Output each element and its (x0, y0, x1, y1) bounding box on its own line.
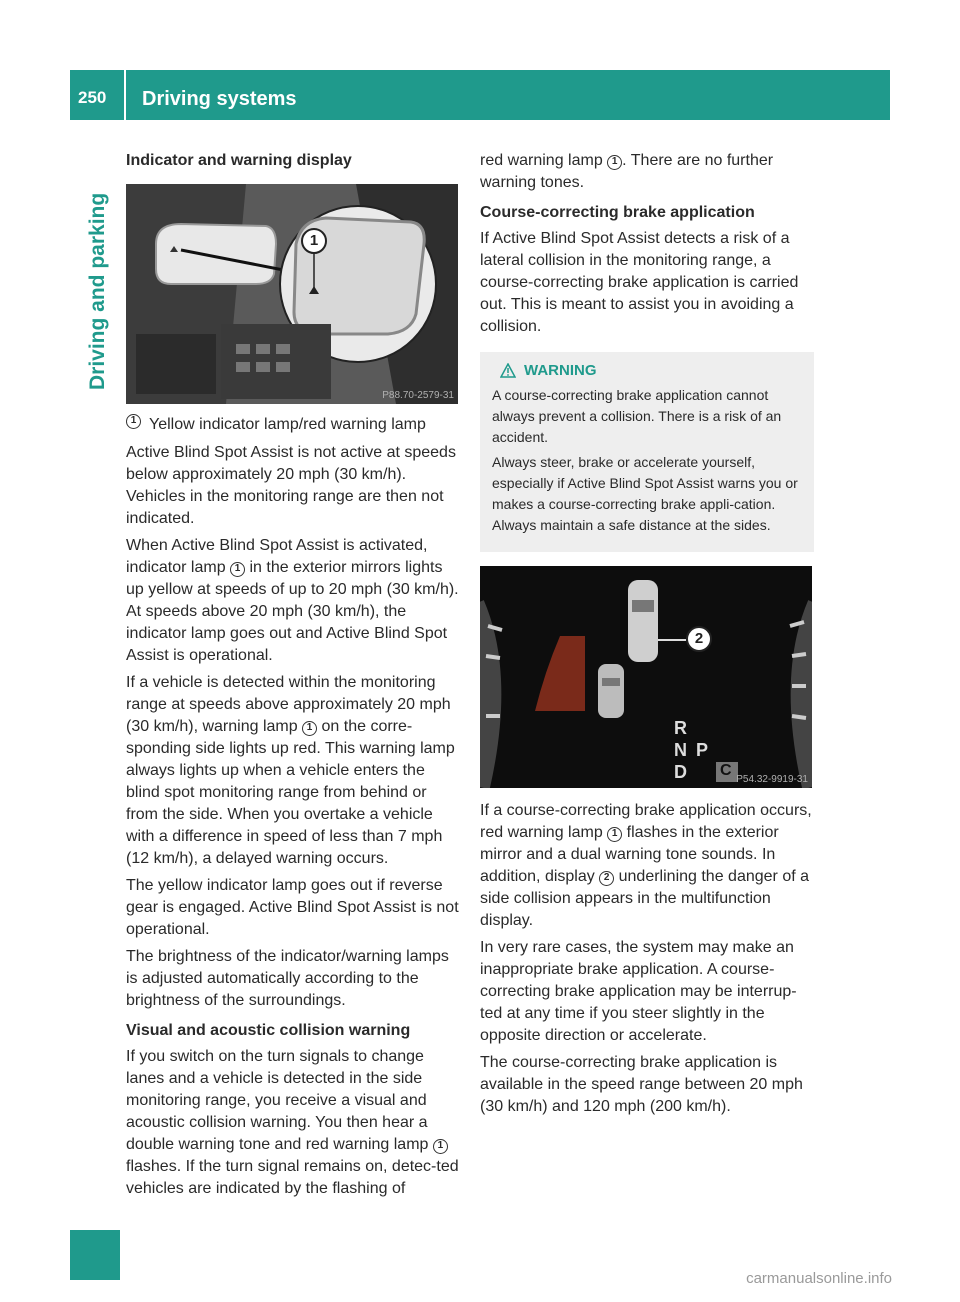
header-divider (124, 70, 126, 120)
paragraph: If Active Blind Spot Assist detects a risk of a lateral collision in the monitoring range, a course-correcting brake application is carried out. This is meant to assist you in avoiding a collision. (480, 230, 799, 335)
mirror-figure (126, 184, 458, 404)
callout-1-icon: 1 (302, 721, 317, 736)
paragraph: If a vehicle is detected within the monitoring range at speeds above approximately 20 mph (30 km/h), warning lamp 1 on the corre-sponding side lights up red. This warning lamp always lights up when a vehicle enters the blind spot monitoring range from behind or from the side. When you overtake a vehicle with a difference in speed of less than 7 mph (12 km/h), a delayed warning occurs. (126, 674, 455, 867)
warning-text: A course-correcting brake application cannot always prevent a collision. There is a risk of an accident. (492, 387, 782, 445)
paragraph: In very rare cases, the system may make an inappropriate brake application. A course-correcting brake application may be interrup-ted at any time if you steer slightly in the opposite direction or accelerate. (480, 939, 797, 1044)
gear-d: D (674, 762, 687, 782)
warning-box (480, 352, 814, 552)
brake-application-heading: Course-correcting brake application (480, 204, 755, 221)
callout-2-marker: 2 (686, 626, 712, 652)
cluster-illustration (480, 566, 812, 788)
indicator-heading: Indicator and warning display (126, 152, 352, 169)
mirror-illustration (126, 184, 458, 404)
callout-1-icon: 1 (607, 827, 622, 842)
legend-item (126, 414, 460, 436)
warning-header (500, 362, 802, 379)
side-tab-label: Driving and parking (86, 192, 109, 390)
callout-1-icon: 1 (230, 562, 245, 577)
side-thumb-tab (70, 1230, 120, 1280)
legend-text: Yellow indicator lamp/red warning lamp (149, 416, 426, 433)
gear-r: R (674, 718, 687, 738)
gear-c: C (720, 762, 732, 779)
callout-1-marker: 1 (301, 228, 327, 254)
callout-1-icon: 1 (607, 155, 622, 170)
figure-code: P54.32-9919-31 (736, 774, 808, 785)
callout-1-icon: 1 (433, 1139, 448, 1154)
cluster-figure (480, 566, 812, 788)
warning-title: WARNING (524, 362, 597, 379)
paragraph: The course-correcting brake application is available in the speed range between 20 mph (30 km/h) and 120 mph (200 km/h). (480, 1054, 803, 1115)
collision-warning-heading: Visual and acoustic collision warning (126, 1022, 411, 1039)
warning-text: Always steer, brake or accelerate yourself, especially if Active Blind Spot Assist warns you or makes a course-correcting brake appli-cation. Always maintain a safe distance at the sides. (492, 454, 798, 533)
figure-code: P88.70-2579-31 (382, 390, 454, 401)
paragraph: The brightness of the indicator/warning lamps is adjusted automatically according to the brightness of the surroundings. (126, 948, 449, 1009)
paragraph: The yellow indicator lamp goes out if reverse gear is engaged. Active Blind Spot Assist is not operational. (126, 877, 459, 938)
page-number: 250 (78, 88, 107, 107)
gear-n: N (674, 740, 687, 760)
callout-2-icon: 2 (599, 871, 614, 886)
section-title: Driving systems (142, 88, 297, 110)
watermark: carmanualsonline.info (746, 1270, 892, 1287)
paragraph: Active Blind Spot Assist is not active at speeds below approximately 20 mph (30 km/h). Vehicles in the monitoring range are then not indicated. (126, 444, 456, 527)
paragraph: If a course-correcting brake application occurs, red warning lamp 1 flashes in the exterior mirror and a dual warning tone sounds. In addition, display 2 underlining the danger of a side collision appears in the multifunction display. (480, 802, 812, 929)
paragraph: If you switch on the turn signals to change lanes and a vehicle is detected in the side monitoring range, you receive a visual and acoustic collision warning. You then hear a double warning tone and red warning lamp 1 flashes. If the turn signal remains on, detec-ted vehicles are indicated by the flashing of (126, 1048, 459, 1197)
paragraph: When Active Blind Spot Assist is activated, indicator lamp 1 in the exterior mirrors lights up yellow at speeds of up to 20 mph (30 km/h). At speeds above 20 mph (30 km/h), the indicator lamp goes out and Active Blind Spot Assist is operational. (126, 537, 459, 664)
gear-p: P (696, 740, 709, 760)
paragraph: red warning lamp 1 . There are no further warning tones. (480, 152, 774, 191)
right-column (480, 150, 814, 1123)
left-column (126, 150, 460, 1205)
callout-1-icon: 1 (126, 414, 141, 429)
warning-triangle-icon (500, 363, 516, 378)
